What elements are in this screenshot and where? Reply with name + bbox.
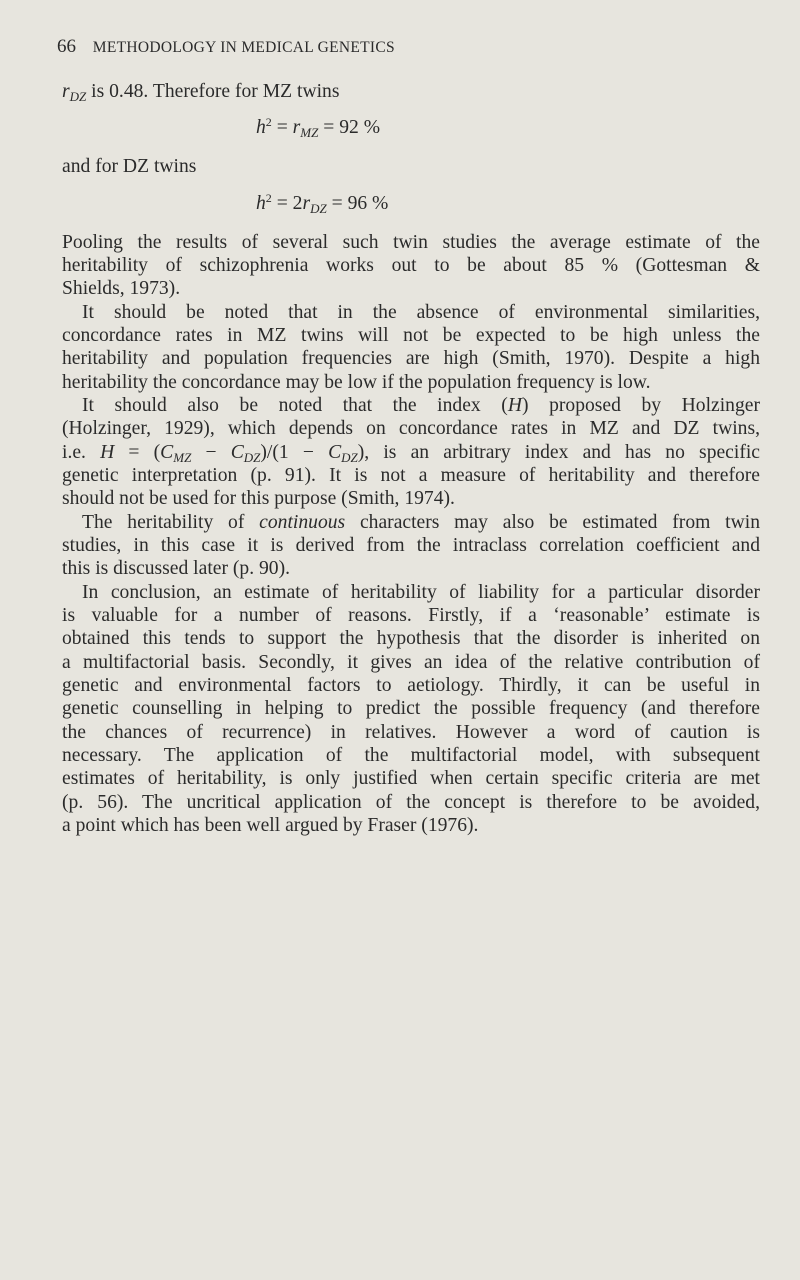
text-run: the chances of recurrence) in relatives. However a word of caution is: [62, 721, 760, 743]
text-run: genetic interpretation (p. 91). It is not a measure of heritability and therefore: [62, 464, 760, 486]
text-run: obtained this tends to support the hypothesis that the disorder is inherited on: [62, 628, 760, 650]
text-line: [62, 651, 760, 674]
text-line: [62, 581, 760, 604]
text-run: and for DZ twins: [62, 156, 197, 178]
text-run: studies, in this case it is derived from the intraclass correlation coefficient and: [62, 534, 760, 556]
text-line: [62, 557, 760, 580]
text-line: [62, 674, 760, 697]
text-run: = (: [114, 441, 161, 463]
text-run: this is discussed later (p. 90).: [62, 558, 291, 580]
text-run: =: [271, 117, 293, 139]
text-line: [62, 627, 760, 650]
subscript: DZ: [310, 200, 327, 216]
text-line: [62, 80, 760, 103]
text-run: should not be used for this purpose (Smith, 1974).: [62, 488, 455, 510]
subscript: DZ: [243, 449, 261, 465]
text-run: a multifactorial basis. Secondly, it gives an idea of the relative contribution of: [62, 651, 760, 673]
text-line: [62, 394, 760, 417]
text-line: [62, 324, 760, 347]
text-line: [62, 791, 760, 814]
text-run: Shields, 1973).: [62, 278, 181, 300]
text-run: heritability the concordance may be low if the population frequency is low.: [62, 371, 651, 393]
text-line: [62, 155, 760, 178]
text-run: H: [100, 441, 115, 463]
running-header: [57, 36, 395, 58]
text-line: [62, 814, 760, 837]
text-run: genetic counselling in helping to predict the possible frequency (and therefore: [62, 698, 760, 720]
text-run: (p. 56). The uncritical application of the concept is therefore to be avoided,: [62, 791, 760, 813]
superscript: 2: [265, 190, 272, 205]
text-run: a point which has been well argued by Fraser (1976).: [62, 814, 479, 836]
text-line: [62, 487, 760, 510]
text-line: [62, 721, 760, 744]
text-line: [62, 254, 760, 277]
text-run: )/(1 −: [260, 441, 329, 463]
text-run: ) proposed by Holzinger: [521, 394, 760, 416]
text-run: characters may also be estimated from twin: [345, 511, 760, 533]
equation-line: [62, 103, 760, 155]
text-line: [62, 464, 760, 487]
text-run: −: [191, 441, 231, 463]
text-line: [62, 277, 760, 300]
text-run: It should also be noted that the index (: [82, 394, 508, 416]
text-run: H: [507, 394, 522, 416]
text-run: continuous: [259, 511, 346, 533]
subscript: DZ: [341, 449, 358, 465]
text-run: C: [230, 441, 244, 463]
body-text: [62, 80, 760, 837]
text-run: heritability of schizophrenia works out to be about 85 % (Gottesman &: [62, 254, 760, 276]
text-run: C: [328, 441, 342, 463]
subscript: DZ: [69, 89, 87, 104]
text-run: (Holzinger, 1929), which depends on concordance rates in MZ and DZ twins,: [62, 418, 760, 440]
text-run: concordance rates in MZ twins will not be expected to be high unless the: [62, 324, 760, 346]
text-line: [62, 301, 760, 324]
text-run: C: [160, 441, 174, 463]
text-run: heritability and population frequencies are high (Smith, 1970). Despite a high: [62, 348, 760, 370]
text-run: = 92 %: [318, 117, 381, 139]
text-run: In conclusion, an estimate of heritability of liability for a particular disorder: [82, 581, 760, 603]
subscript: MZ: [173, 449, 192, 465]
text-run: estimates of heritability, is only justified when certain specific criteria are met: [62, 768, 760, 790]
text-run: r: [292, 117, 301, 139]
text-line: [62, 231, 760, 254]
text-run: is valuable for a number of reasons. Firstly, if a ‘reasonable’ estimate is: [62, 604, 760, 626]
text-line: [62, 441, 760, 464]
superscript: 2: [265, 115, 272, 130]
text-run: genetic and environmental factors to aetiology. Thirdly, it can be useful in: [62, 674, 760, 696]
text-line: [62, 767, 760, 790]
text-run: The heritability of: [82, 511, 260, 533]
subscript: MZ: [300, 125, 319, 141]
text-run: ), is an arbitrary index and has no specific: [357, 441, 760, 463]
text-run: Pooling the results of several such twin studies the average estimate of the: [62, 231, 760, 253]
text-line: [62, 744, 760, 767]
text-line: [62, 371, 760, 394]
text-run: is 0.48. Therefore for MZ twins: [86, 81, 340, 102]
text-run: h: [256, 117, 266, 139]
text-run: = 2: [271, 192, 303, 214]
text-line: [62, 604, 760, 627]
running-title: METHODOLOGY IN MEDICAL GENETICS: [92, 39, 395, 56]
equation-line: [62, 179, 760, 231]
page-number: 66: [57, 36, 76, 57]
text-line: [62, 511, 760, 534]
text-line: [62, 697, 760, 720]
text-line: [62, 347, 760, 370]
text-run: = 96 %: [326, 192, 389, 214]
text-run: It should be noted that in the absence of environmental similarities,: [82, 301, 760, 323]
text-run: r: [62, 81, 70, 102]
text-run: necessary. The application of the multifactorial model, with subsequent: [62, 744, 760, 766]
text-line: [62, 534, 760, 557]
text-run: r: [302, 192, 311, 214]
text-run: i.e.: [62, 441, 101, 463]
text-run: h: [256, 192, 266, 214]
text-line: [62, 417, 760, 440]
